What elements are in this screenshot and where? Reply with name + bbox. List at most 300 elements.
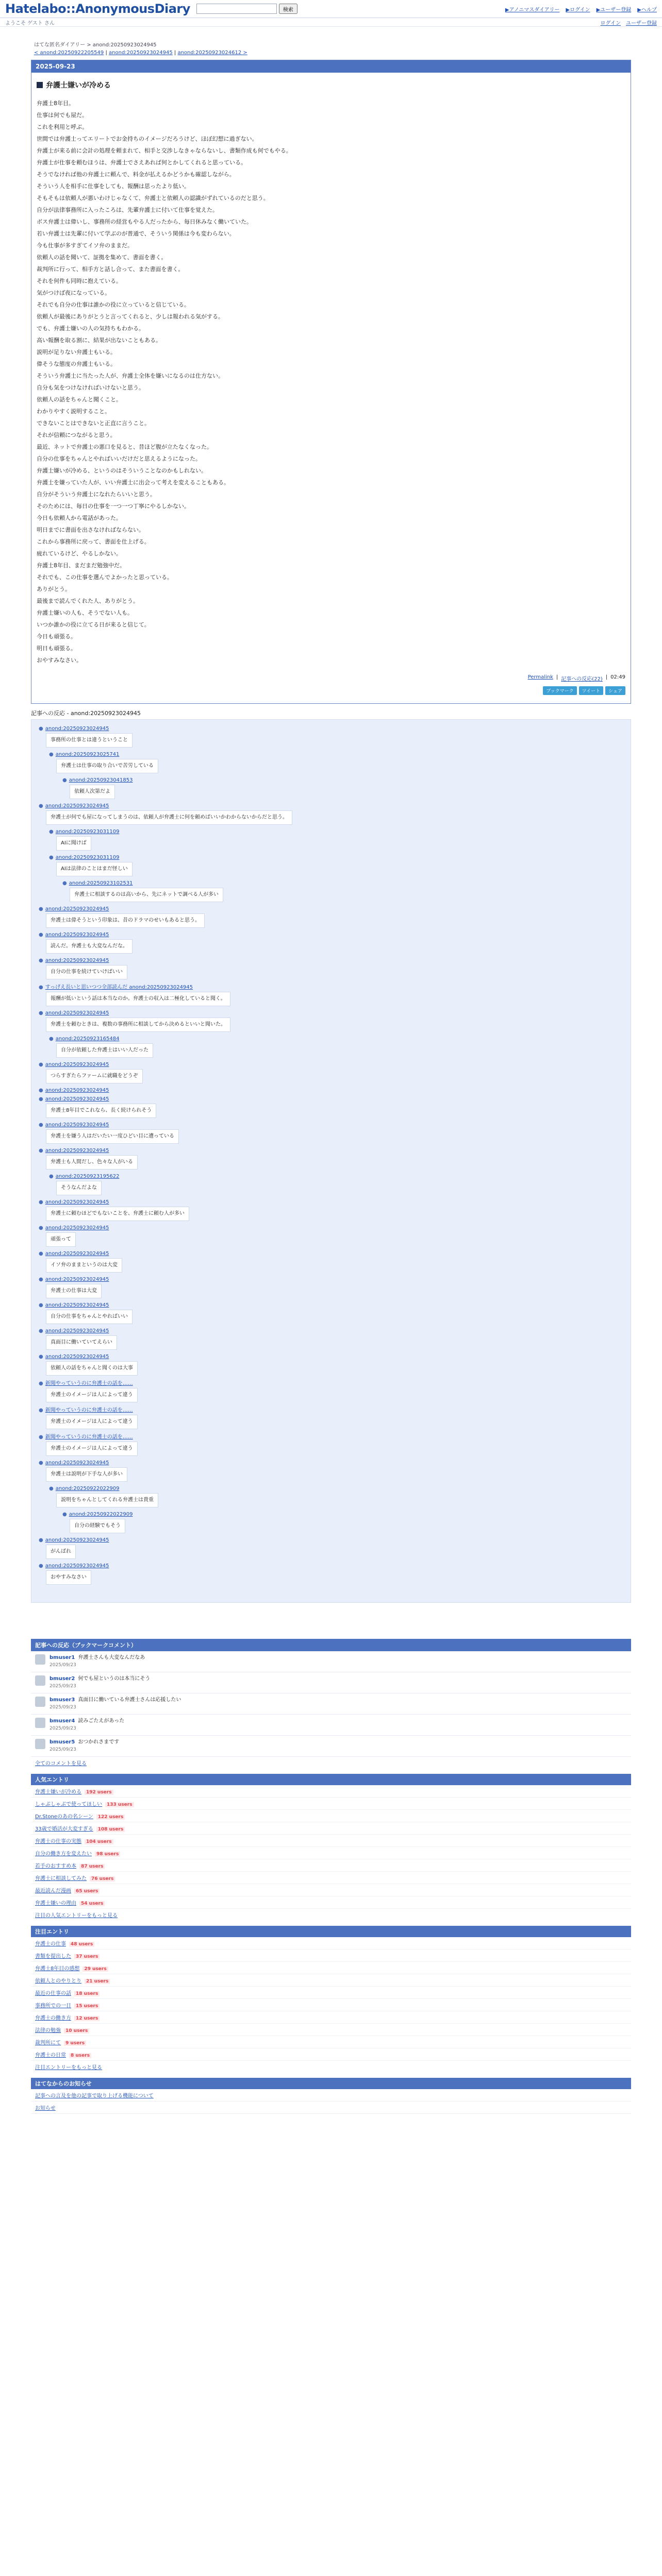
- list-more-link[interactable]: 注目エントリーをもっと見る: [35, 2065, 102, 2071]
- page: [31, 31, 631, 2114]
- reaction-item: [39, 1198, 626, 1221]
- reaction-link[interactable]: anond:20250923024945: [45, 1225, 109, 1231]
- breadcrumb: はてな匿名ダイアリー > anond:20250923024945: [34, 42, 157, 48]
- bullet-icon: ●: [39, 1460, 43, 1466]
- users-count-badge[interactable]: 29 users: [82, 1967, 108, 1972]
- list-item-link[interactable]: Dr.Stoneのあの名シーン: [35, 1814, 93, 1820]
- bookmark-user[interactable]: bmuser1: [49, 1655, 75, 1660]
- reaction-link[interactable]: anond:20250923165484: [55, 1036, 120, 1042]
- entry-paragraph: おやすみなさい。: [37, 657, 82, 664]
- users-count-badge[interactable]: 10 users: [64, 2028, 89, 2033]
- reaction-link[interactable]: anond:20250923031109: [55, 855, 120, 860]
- entry-paragraph: 弁護士8年目。: [37, 100, 74, 107]
- search-button[interactable]: 検索: [279, 4, 297, 14]
- bookmark-date: 2025/09/23: [49, 1747, 76, 1752]
- list-more-link[interactable]: 注目の人気エントリーをもっと見る: [35, 1913, 118, 1919]
- list-item: [31, 2089, 631, 2102]
- users-count-badge[interactable]: 87 users: [79, 1864, 105, 1869]
- reaction-link[interactable]: anond:20250923024945: [45, 1537, 109, 1543]
- reaction-link[interactable]: anond:20250923024945: [45, 1277, 109, 1282]
- bookmark-comment: おつかれさまです: [78, 1739, 120, 1745]
- list-item-link[interactable]: 最近読んだ漫画: [35, 1888, 71, 1894]
- entry-paragraph: 弁護士嫌いの人も、そうでない人も。: [37, 609, 133, 616]
- users-count-badge[interactable]: 65 users: [74, 1889, 100, 1894]
- reaction-item: [62, 776, 626, 799]
- bookmark-user[interactable]: bmuser4: [49, 1718, 75, 1724]
- entry-paragraph: わかりやすく説明すること。: [37, 408, 110, 415]
- list-item-link[interactable]: 弁護士の仕事: [35, 1941, 66, 1947]
- users-count-badge[interactable]: 122 users: [96, 1815, 125, 1820]
- bookmark-comment: 読みごたえがあった: [78, 1718, 125, 1724]
- bookmark-user[interactable]: bmuser2: [49, 1676, 75, 1682]
- entry-paragraph: 明日も頑張る。: [37, 645, 76, 652]
- entry-time: 02:49: [610, 674, 625, 680]
- bookmark-text-wrap: [49, 1739, 119, 1753]
- list-item-link[interactable]: 弁護士に相談してみた: [35, 1876, 87, 1882]
- reaction-link[interactable]: anond:20250923024945: [45, 1010, 109, 1016]
- list-item: [31, 2024, 631, 2036]
- entry-paragraph: 疲れているけど、やるしかない。: [37, 550, 122, 557]
- entry-paragraph: それでも自分の仕事は誰かの役に立っていると信じている。: [37, 301, 190, 308]
- reaction-link[interactable]: 新聞やっていうのに弁護士の話を……: [45, 1408, 133, 1413]
- list-item: [31, 1950, 631, 1962]
- users-count-badge[interactable]: 108 users: [96, 1827, 125, 1832]
- list-item-link[interactable]: 依頼人とのやりとり: [35, 1978, 81, 1984]
- register-link[interactable]: ユーザー登録: [626, 20, 657, 26]
- list-item-link[interactable]: 弁護士の日常: [35, 2053, 66, 2058]
- entry-paragraph: 自分の仕事をちゃんとやればいいだけだと思えるようになった。: [37, 455, 201, 462]
- bullet-icon: ●: [39, 932, 43, 938]
- reaction-link[interactable]: anond:20250923024945: [45, 1563, 109, 1569]
- bookmark-section: [31, 1639, 631, 1769]
- reaction-item: [39, 1147, 626, 1170]
- entry-paragraph: 今日も頑張る。: [37, 633, 76, 640]
- reaction-link[interactable]: 新聞やっていうのに弁護士の話を……: [45, 1434, 133, 1440]
- entry-paragraph: 依頼人の話をちゃんと聞くこと。: [37, 396, 122, 403]
- bookmark-heading: 記事への反応（ブックマークコメント）: [31, 1639, 631, 1651]
- bookmark-comment: 何でも屋というのは本当にそう: [78, 1676, 151, 1682]
- list-item-link[interactable]: しゃぶしゃぶで使ってほしい: [35, 1802, 102, 1807]
- list-item-link[interactable]: 若手のおすすめ本: [35, 1863, 77, 1869]
- bookmark-row: [31, 1693, 631, 1715]
- bullet-icon: ●: [39, 1010, 43, 1016]
- entry-paragraph: 今日も依頼人から電話があった。: [37, 515, 122, 521]
- reaction-item: [62, 879, 626, 902]
- reaction-link[interactable]: anond:20250923024945: [45, 1302, 109, 1308]
- bookmark-user[interactable]: bmuser3: [49, 1697, 75, 1703]
- users-count-badge[interactable]: 98 users: [95, 1852, 120, 1857]
- avatar[interactable]: [35, 1718, 45, 1728]
- entry-paragraph: 今も仕事が多すぎてイソ弁のままだ。: [37, 242, 133, 249]
- entry-body: [37, 98, 625, 665]
- entry-paragraph: 気がつけば夜になっている。: [37, 290, 110, 296]
- reaction-item: [49, 854, 626, 876]
- reaction-item: [39, 1405, 626, 1429]
- bookmark-all-link[interactable]: 全てのコメントを見る: [35, 1761, 87, 1767]
- bullet-icon: ●: [39, 1199, 43, 1205]
- bullet-icon: ●: [62, 1512, 67, 1517]
- entry-paragraph: 高い報酬を取る割に、結果が出ないこともある。: [37, 337, 161, 344]
- bullet-icon: ●: [39, 1354, 43, 1360]
- bullet-icon: ●: [39, 1277, 43, 1282]
- bullet-icon: ●: [49, 829, 54, 835]
- avatar[interactable]: [35, 1739, 45, 1749]
- current-day-link[interactable]: anond:20250923024945: [109, 50, 173, 56]
- list-item-link[interactable]: 法律の勉強: [35, 2028, 61, 2033]
- entry-title-text[interactable]: 弁護士嫌いが冷める: [46, 81, 111, 90]
- entry-paragraph: 仕事は何でも屋だ。: [37, 112, 88, 118]
- reaction-item: [49, 1485, 626, 1507]
- list-item-link[interactable]: 33歳で婚活が大変すぎる: [35, 1826, 93, 1832]
- reaction-link[interactable]: anond:20250923031109: [55, 829, 120, 835]
- reaction-item: [39, 931, 626, 954]
- reaction-text: 自分の仕事を続けていけばいい: [46, 965, 127, 979]
- users-count-badge[interactable]: 133 users: [105, 1802, 134, 1807]
- list-item-link[interactable]: 裁判所にて: [35, 2040, 61, 2046]
- list-item: [31, 2102, 631, 2114]
- bookmark-row: [31, 1651, 631, 1672]
- list-more-wrap: [31, 2061, 631, 2073]
- entry-date: 2025-09-23: [31, 60, 631, 73]
- reaction-text: 弁護士を嫌う人はだいたい一度ひどい目に遭っている: [46, 1129, 179, 1144]
- list-item: [31, 2011, 631, 2024]
- list-item: [31, 1847, 631, 1859]
- avatar[interactable]: [35, 1675, 45, 1686]
- reaction-link[interactable]: 新聞やっていうのに弁護士の話を……: [45, 1381, 133, 1386]
- reaction-text: 報酬が低いという話は本当なのか。弁護士の収入は二極化していると聞く。: [46, 992, 230, 1006]
- users-count-badge[interactable]: 104 users: [85, 1839, 113, 1844]
- reaction-item: [39, 1353, 626, 1376]
- bullet-icon: ●: [39, 1148, 43, 1154]
- prev-day-link[interactable]: < anond:20250922205549: [34, 50, 104, 56]
- reaction-text: つらすぎたらファームに就職をどうぞ: [46, 1069, 143, 1083]
- reaction-link[interactable]: anond:20250923024945: [45, 906, 109, 912]
- tweet-share-button[interactable]: ツイート: [579, 686, 604, 695]
- reaction-item: [49, 828, 626, 851]
- reaction-item: [49, 1035, 626, 1058]
- reaction-link[interactable]: anond:20250923024945: [45, 932, 109, 938]
- reaction-item: [39, 1301, 626, 1324]
- reactions-label: 記事への反応 - anond:20250923024945: [31, 710, 141, 717]
- reaction-text: AIは法律のことはまだ怪しい: [56, 862, 133, 876]
- list-item: [31, 1798, 631, 1810]
- reaction-text: 弁護士は説明が下手な人が多い: [46, 1467, 127, 1482]
- bullet-icon: ●: [39, 1251, 43, 1257]
- reaction-item: [49, 1173, 626, 1195]
- entry-paragraph: これから事務所に戻って、書面を仕上げる。: [37, 538, 150, 545]
- entry-paragraph: これを利用と呼ぶ。: [37, 124, 88, 130]
- bookmark-row: [31, 1672, 631, 1693]
- reaction-link[interactable]: anond:20250923024945: [45, 1199, 109, 1205]
- bullet-icon: ●: [49, 855, 54, 860]
- entry-paragraph: 世間では弁護士ってエリートでお金持ちのイメージだろうけど、ほぼ幻想に過ぎない。: [37, 135, 258, 142]
- reaction-link[interactable]: anond:20250922022909: [55, 1486, 120, 1492]
- list-item: [31, 1822, 631, 1835]
- reaction-item: [39, 957, 626, 979]
- avatar[interactable]: [35, 1697, 45, 1707]
- reaction-link[interactable]: anond:20250923024945: [45, 1251, 109, 1257]
- list-item: [31, 1872, 631, 1884]
- top-bar: [0, 0, 662, 18]
- reaction-link[interactable]: anond:20250923024945: [45, 1148, 109, 1154]
- bullet-icon: ●: [39, 1434, 43, 1440]
- reaction-link[interactable]: anond:20250923024945: [45, 1062, 109, 1067]
- search-input[interactable]: [196, 4, 277, 14]
- entry-paragraph: 偉そうな態度の弁護士もいる。: [37, 361, 116, 367]
- entry-box: [31, 60, 631, 704]
- top-link-2[interactable]: ▶ユーザー登録: [596, 7, 632, 13]
- list-item: [31, 1785, 631, 1798]
- bookmark-list: [31, 1651, 631, 1757]
- list-item: [31, 1974, 631, 1987]
- entry-paragraph: いつか誰かの役に立てる日が来ると信じて。: [37, 621, 150, 628]
- reaction-item: [39, 982, 626, 1006]
- entry-paragraph: そういう人を相手に仕事をしても、報酬は思ったより低い。: [37, 183, 190, 190]
- entry-paragraph: 自分が法律事務所に入ったころは、先輩弁護士に付いて仕事を覚えた。: [37, 207, 218, 213]
- bullet-icon: ●: [39, 1225, 43, 1231]
- reaction-item: [39, 1061, 626, 1083]
- bullet-icon: ●: [39, 1062, 43, 1067]
- reaction-item: [39, 1327, 626, 1350]
- reaction-item: [39, 1250, 626, 1273]
- bookmark-comment: 弁護士さんも大変なんだなあ: [78, 1655, 145, 1660]
- entry-paragraph: そのためには、毎日の仕事を一つ一つ丁寧にやるしかない。: [37, 503, 190, 510]
- reaction-link[interactable]: anond:20250923041853: [69, 777, 133, 783]
- bookmark-text-wrap: [49, 1697, 181, 1711]
- reaction-text: 自分の経験でもそう: [70, 1519, 125, 1533]
- top-link-3[interactable]: ▶ヘルプ: [637, 7, 657, 13]
- search-area: [196, 4, 297, 14]
- reaction-text: 弁護士は仕事の取り合いで苦労している: [56, 759, 158, 773]
- site-logo[interactable]: Hatelabo::AnonymousDiary: [5, 2, 190, 16]
- reaction-link[interactable]: anond:20250923024945: [45, 1122, 109, 1128]
- reaction-link[interactable]: anond:20250923024945: [45, 958, 109, 963]
- top-link-1[interactable]: ▶ログイン: [566, 7, 590, 13]
- bookmark-row: [31, 1736, 631, 1757]
- reaction-link[interactable]: anond:20250923024945: [45, 1088, 109, 1093]
- reaction-link[interactable]: anond:20250923024945: [45, 1096, 109, 1102]
- reaction-link[interactable]: anond:20250923024945: [45, 1328, 109, 1334]
- users-count-badge[interactable]: 9 users: [64, 2041, 86, 2046]
- reaction-item: [62, 1511, 626, 1533]
- entry-paragraph: それを何件も同時に抱えている。: [37, 278, 122, 284]
- list-item-link[interactable]: 弁護士の働き方: [35, 2015, 71, 2021]
- reaction-text: 頑張って: [46, 1232, 76, 1247]
- share-buttons: [37, 686, 625, 695]
- bullet-icon: ●: [39, 1088, 43, 1093]
- list-heading: はてなからのお知らせ: [31, 2078, 631, 2089]
- reaction-text: 弁護士も人間だし、色々な人がいる: [46, 1155, 138, 1170]
- reaction-text: 弁護士が何でも屋になってしまうのは、依頼人が弁護士に何を頼めばいいかわからないからだと思う。: [46, 810, 292, 825]
- top-link-0[interactable]: ▶アノニマスダイアリー: [505, 7, 560, 13]
- list-item-link[interactable]: 記事への言及を他の記事で取り上げる機能について: [35, 2093, 154, 2099]
- entry-paragraph: 弁護士嫌いが冷める、というのはそういうことなのかもしれない。: [37, 467, 207, 474]
- entry-paragraph: 若い弁護士は先輩に付いて学ぶのが普通で、そういう関係は今も変わらない。: [37, 230, 235, 237]
- reaction-text: 弁護士の仕事は大変: [46, 1284, 102, 1298]
- users-count-badge[interactable]: 192 users: [85, 1790, 113, 1795]
- bookmark-row: [31, 1715, 631, 1736]
- reaction-text: 真面目に働いていてえらい: [46, 1335, 117, 1350]
- entry-paragraph: 依頼人が最後にありがとうと言ってくれると、少しは報われる気がする。: [37, 313, 224, 320]
- entry-footer: Permalink | 記事への反応(22) | 02:49: [527, 674, 625, 682]
- list-heading: 人気エントリ: [31, 1774, 631, 1785]
- reaction-link[interactable]: anond:20250923024945: [45, 1354, 109, 1360]
- users-count-badge[interactable]: 76 users: [90, 1876, 115, 1882]
- reaction-item: [39, 1459, 626, 1482]
- bullet-icon: ●: [39, 1563, 43, 1569]
- entry-paragraph: できないことはできないと正直に言うこと。: [37, 420, 150, 427]
- reaction-text: 弁護士を頼むときは、複数の事務所に相談してから決めるといいと聞いた。: [46, 1018, 230, 1032]
- reaction-text: 弁護士8年目でこれなら、長く続けられそう: [46, 1104, 156, 1118]
- reaction-link[interactable]: anond:20250923102531: [69, 880, 133, 886]
- users-count-badge[interactable]: 37 users: [74, 1954, 100, 1959]
- bookmark-user[interactable]: bmuser5: [49, 1739, 75, 1745]
- entry-title: [37, 80, 625, 90]
- reaction-item: [39, 1095, 626, 1118]
- bookmark-date: 2025/09/23: [49, 1705, 76, 1710]
- bookmark-all-link-wrap: [31, 1757, 631, 1769]
- list-item: [31, 2036, 631, 2048]
- list-item-link[interactable]: 書類を提出した: [35, 1954, 71, 1959]
- entry-paragraph: 最近、ネットで弁護士の悪口を見ると、昔ほど腹が立たなくなった。: [37, 444, 212, 450]
- welcome-text: ようこそ ゲスト さん: [5, 20, 55, 26]
- reaction-item: [39, 1432, 626, 1456]
- list-item-link[interactable]: 弁護士の仕事の実態: [35, 1839, 81, 1844]
- entry-paragraph: 弁護士8年目、まだまだ勉強中だ。: [37, 562, 125, 569]
- list-item-link[interactable]: 弁護士嫌いの理由: [35, 1901, 76, 1906]
- entry-paragraph: 最後まで読んでくれた人、ありがとう。: [37, 598, 139, 604]
- avatar[interactable]: [35, 1654, 45, 1665]
- bullet-icon: ●: [49, 752, 54, 757]
- reaction-link[interactable]: anond:20250923024945: [45, 1460, 109, 1466]
- sub-nav-right: [601, 19, 657, 26]
- bullet-icon: ●: [49, 1486, 54, 1492]
- list-item: [31, 1884, 631, 1896]
- facebook-share-button[interactable]: シェア: [605, 686, 625, 695]
- bookmark-text-wrap: [49, 1654, 145, 1669]
- reaction-item: [39, 1536, 626, 1559]
- sub-nav: [0, 18, 662, 27]
- entry-paragraph: それでも、この仕事を選んでよかったと思っている。: [37, 574, 173, 581]
- reaction-link[interactable]: anond:20250923025741: [55, 752, 120, 757]
- bullet-icon: ●: [39, 726, 43, 732]
- reactions-list: [31, 719, 631, 1603]
- bullet-icon: ●: [49, 1036, 54, 1042]
- bullet-icon: ●: [39, 1302, 43, 1308]
- reaction-text: 説明をちゃんとしてくれる弁護士は貴重: [56, 1493, 158, 1507]
- reaction-item: [39, 1087, 626, 1093]
- bullet-icon: ●: [39, 803, 43, 809]
- login-link[interactable]: ログイン: [600, 20, 621, 26]
- bullet-icon: ●: [39, 985, 43, 990]
- reaction-link[interactable]: anond:20250923195622: [55, 1174, 120, 1179]
- bullet-icon: ●: [62, 880, 67, 886]
- list-item: [31, 1937, 631, 1950]
- reaction-text: 弁護士のイメージは人によって違う: [46, 1442, 138, 1456]
- users-count-badge[interactable]: 18 users: [74, 1991, 100, 1996]
- bullet-icon: ●: [39, 906, 43, 912]
- reaction-text: 弁護士は偉そうという印象は、昔のドラマのせいもあると思う。: [46, 913, 205, 928]
- bookmark-share-button[interactable]: ブックマーク: [543, 686, 576, 695]
- reaction-item: [39, 1379, 626, 1402]
- entry-paragraph: でも、弁護士嫌いの人の気持ちもわかる。: [37, 325, 144, 332]
- list-item: [31, 1987, 631, 1999]
- list-heading: 注目エントリ: [31, 1926, 631, 1937]
- users-count-badge[interactable]: 54 users: [79, 1901, 105, 1906]
- entry-paragraph: ありがとう。: [37, 586, 71, 592]
- entry-paragraph: そもそもは依頼人が悪いわけじゃなくて、弁護士と依頼人の認識がずれているのだと思う。: [37, 195, 269, 201]
- bookmark-comment: 真面目に働いている弁護士さんは応援したい: [78, 1697, 181, 1703]
- users-count-badge[interactable]: 15 users: [74, 2004, 100, 2009]
- reaction-item: [39, 1276, 626, 1298]
- users-count-badge[interactable]: 48 users: [69, 1942, 94, 1947]
- reaction-text: がんばれ: [46, 1545, 76, 1559]
- entry-paragraph: 自分がそういう弁護士になれたらいいと思う。: [37, 491, 156, 498]
- list-item: [31, 1859, 631, 1872]
- list-item: [31, 1999, 631, 2011]
- list-item: [31, 1810, 631, 1822]
- permalink-link[interactable]: Permalink: [527, 674, 553, 680]
- list-item: [31, 1835, 631, 1847]
- reaction-item: [39, 802, 626, 825]
- users-count-badge[interactable]: 21 users: [85, 1979, 110, 1984]
- title-square-icon: [37, 82, 43, 88]
- list-more-wrap: [31, 1909, 631, 1921]
- reaction-text: 弁護士に相談するのは高いから、先にネットで調べる人が多い: [70, 888, 223, 902]
- reaction-text: 自分が依頼した弁護士はいい人だった: [56, 1043, 153, 1058]
- reaction-link[interactable]: anond:20250922022909: [69, 1512, 133, 1517]
- list-item: [31, 1896, 631, 1909]
- users-count-badge[interactable]: 12 users: [74, 2016, 100, 2021]
- reaction-item: [39, 1009, 626, 1032]
- reaction-link[interactable]: anond:20250923024945: [45, 726, 109, 732]
- list-item-link[interactable]: 弁護士8年目の感想: [35, 1966, 80, 1972]
- bullet-icon: ●: [39, 1328, 43, 1334]
- list-item-link[interactable]: 事務所での一日: [35, 2003, 71, 2009]
- next-day-link[interactable]: anond:20250923024612 >: [177, 50, 247, 56]
- list-item: [31, 2048, 631, 2061]
- reaction-item: [39, 1121, 626, 1144]
- bullet-icon: ●: [39, 1537, 43, 1543]
- list-item-link[interactable]: 最近の仕事の話: [35, 1991, 71, 1996]
- list-item: [31, 1962, 631, 1974]
- reaction-text: 事務所の仕事とは違うということ: [46, 733, 133, 748]
- entry-paragraph: 裁判所に行って、相手方と話し合って、また書面を書く。: [37, 266, 184, 273]
- reaction-item: [49, 751, 626, 773]
- list-item-link[interactable]: お知らせ: [35, 2106, 56, 2111]
- reaction-text: 自分の仕事をちゃんとやればいい: [46, 1310, 133, 1324]
- bookmark-date: 2025/09/23: [49, 1684, 76, 1689]
- bookmark-text-wrap: [49, 1675, 150, 1690]
- entry-paragraph: 弁護士を嫌っていた人が、いい弁護士に出会って考えを変えることもある。: [37, 479, 229, 486]
- reaction-text: 弁護士のイメージは人によって違う: [46, 1388, 138, 1402]
- list-item-link[interactable]: 弁護士嫌いが冷める: [35, 1789, 81, 1795]
- users-count-badge[interactable]: 8 users: [69, 2053, 91, 2058]
- reaction-text: 弁護士に頼むほどでもないことを、弁護士に頼む人が多い: [46, 1207, 189, 1221]
- bullet-icon: ●: [39, 1381, 43, 1386]
- reaction-link[interactable]: すっげえ長いと思いつつ全部読んだ anond:20250923024945: [45, 985, 193, 990]
- reaction-link[interactable]: anond:20250923024945: [45, 803, 109, 809]
- bookmark-date: 2025/09/23: [49, 1663, 76, 1668]
- comment-count-link[interactable]: 記事への反応(22): [561, 676, 603, 682]
- reaction-item: [39, 725, 626, 748]
- bullet-icon: ●: [39, 1408, 43, 1413]
- entry: [31, 73, 631, 703]
- list-item-link[interactable]: 自分の働き方を変えたい: [35, 1851, 92, 1857]
- entry-paragraph: 依頼人の話を聞いて、証拠を集めて、書面を書く。: [37, 254, 167, 261]
- reaction-item: [39, 1224, 626, 1247]
- reaction-text: AIに聞けば: [56, 836, 91, 851]
